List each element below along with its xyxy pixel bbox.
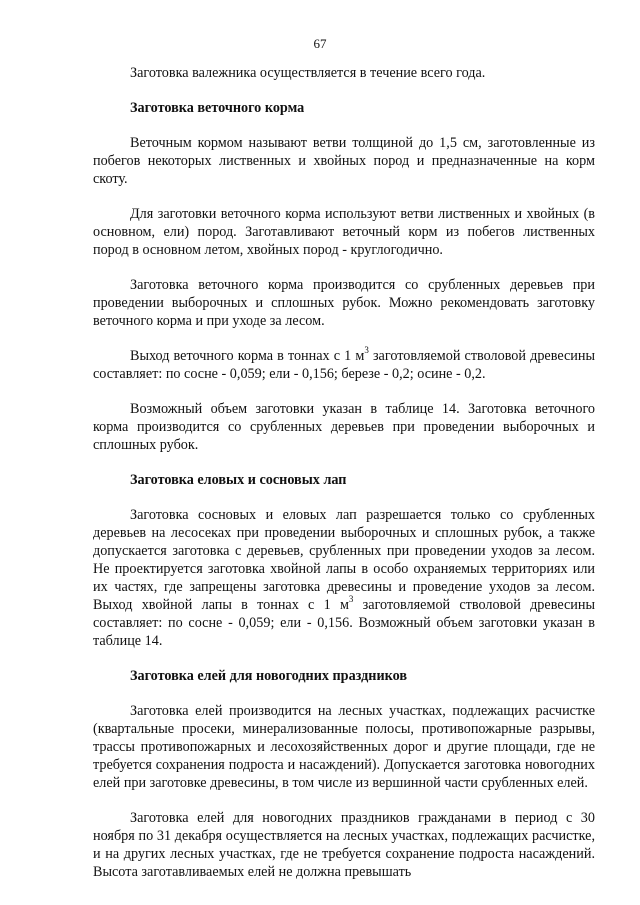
- paragraph-new-year-trees-areas: Заготовка елей производится на лесных участках, подлежащих расчистке (квартальные просеки, минерализованные полосы, противопожарные разрывы, трассы противопожарных и лесохозяйственных дорог и другие площади, где не требуется сохранения подроста и насаждений). Допускается заготовка новогодних елей при заготовке древесины, в том числе из вершинной части срубленных елей.: [93, 703, 595, 791]
- paragraph-branch-feed-sources: Для заготовки веточного корма используют ветви лиственных и хвойных (в основном, ели) пород. Заготавливают веточный корм из побегов лиственных пород в основном летом, хвойных пород - круглогодично.: [93, 206, 595, 258]
- page-number: 67: [313, 36, 327, 51]
- paragraph-spruce-pine-paws: [93, 506, 595, 650]
- superscript-cubic: 3: [348, 594, 354, 605]
- paragraph-branch-feed-felling: Заготовка веточного корма производится со срубленных деревьев при проведении выборочных и сплошных рубок. Можно рекомендовать заготовку веточного корма и при уходе за лесом.: [93, 277, 595, 329]
- document-body: [93, 64, 595, 881]
- yield-text-after: заготовляемой стволовой древесины составляет: по сосне - 0,059; ели - 0,156; березе - 0,2; осине - 0,2.: [93, 348, 595, 382]
- paws-text-after: заготовляемой стволовой древесины составляет: по сосне - 0,059; ели - 0,156. Возможный объем заготовки указан в таблице 14.: [93, 597, 595, 649]
- paragraph-deadwood: Заготовка валежника осуществляется в течение всего года.: [130, 65, 486, 81]
- heading-new-year-trees: Заготовка елей для новогодних праздников: [130, 668, 408, 684]
- paragraph-branch-feed-yield: [93, 347, 595, 383]
- paragraph-branch-feed-volume: Возможный объем заготовки указан в таблице 14. Заготовка веточного корма производится со срубленных деревьев при проведении выборочных и сплошных рубок.: [93, 401, 595, 453]
- paragraph-branch-feed-definition: Веточным кормом называют ветви толщиной до 1,5 см, заготовленные из побегов некоторых лиственных и хвойных пород и предназначенные на корм скоту.: [93, 135, 595, 187]
- heading-branch-feed: Заготовка веточного корма: [130, 100, 305, 116]
- heading-spruce-pine-paws: Заготовка еловых и сосновых лап: [130, 472, 347, 488]
- paragraph-new-year-trees-citizens: Заготовка елей для новогодних праздников гражданами в период с 30 ноября по 31 декабря осуществляется на лесных участках, подлежащих расчистке, и на других лесных участках, где не требуется сохранение подроста насаждений. Высота заготавливаемых елей не должна превышать: [93, 810, 595, 880]
- paws-text-before: Заготовка сосновых и еловых лап разрешается только со срубленных деревьев на лесосеках при проведении выборочных и сплошных рубок, а также допускается заготовка с деревьев, срубленных при проведении уходов за лесом. Не проектируется заготовка хвойной лапы в особо охраняемых территориях или их частях, где запрещены заготовка древесины и проведение уходов за лесом. Выход хвойной лапы в тоннах с 1 м: [93, 507, 595, 613]
- yield-text-before: Выход веточного корма в тоннах с 1 м: [130, 348, 365, 364]
- superscript-cubic: 3: [364, 345, 369, 356]
